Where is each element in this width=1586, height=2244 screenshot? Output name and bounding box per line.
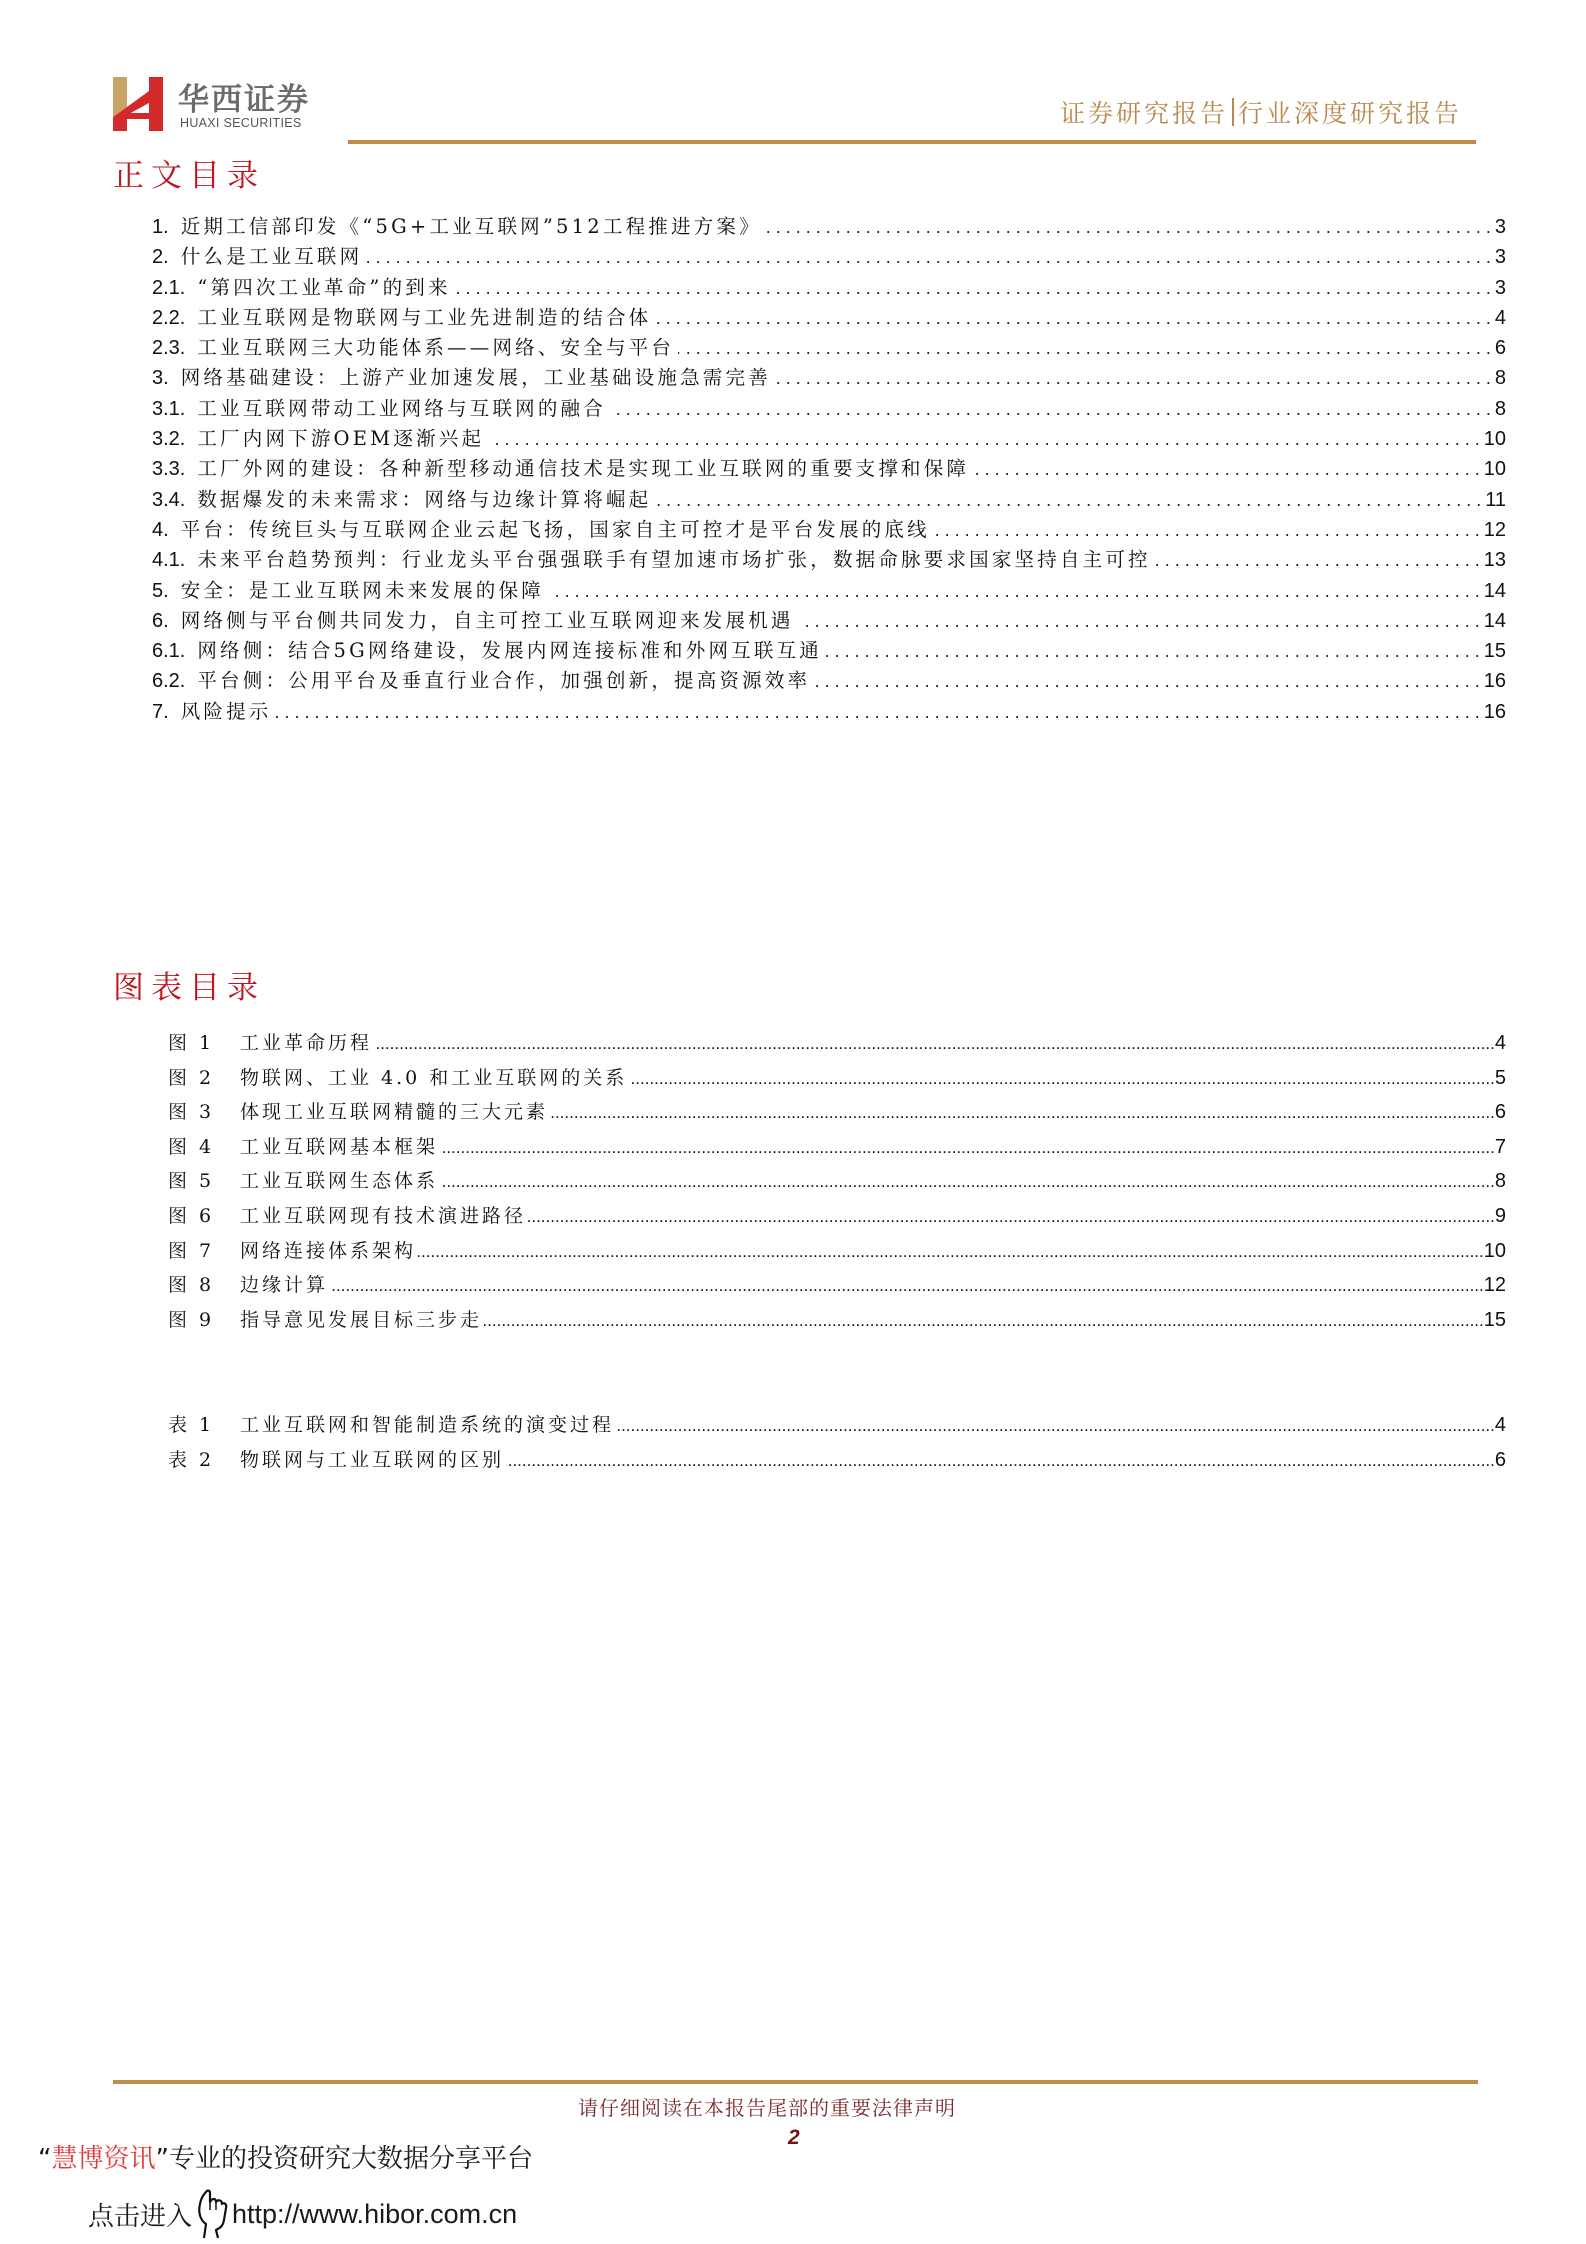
toc-entry-number: 4.1. [152,549,186,572]
quote-open: “ [38,2144,52,2174]
dot-leader [616,1408,1495,1444]
dot-leader [440,1130,1495,1166]
promo-tagline: 专业的投资研究大数据分享平台 [168,2144,533,2174]
toc-entry-number: 3. [152,367,169,390]
figure-page: 8 [1494,1170,1506,1193]
toc-entry[interactable] [152,697,1506,727]
toc-list [152,212,1506,727]
dot-leader [366,242,1491,272]
toc-entry[interactable] [152,636,1506,666]
toc-entry-page: 16 [1483,670,1506,693]
toc-entry-page: 14 [1483,579,1506,602]
figure-label: 图 1 [168,1032,215,1054]
figure-label: 图 3 [168,1101,215,1124]
toc-entry-title: 网络侧：结合5G网络建设，发展内网连接标准和外网互联互通 [197,639,822,663]
toc-entry-number: 3.1. [152,397,186,420]
toc-entry-page: 6 [1494,337,1506,360]
toc-entry-number: 2.3. [152,337,186,360]
dot-leader [973,454,1480,484]
dot-leader [374,1026,1495,1062]
toc-entry-number: 6.1. [152,640,186,663]
toc-title: 正文目录 [113,158,265,194]
toc-entry-title: 工业互联网带动工业网络与互联网的融合 [197,396,606,420]
figure-title: 网络连接体系架构 [240,1239,417,1262]
legal-notice: 请仔细阅读在本报告尾部的重要法律声明 [578,2096,956,2120]
toc-entry-page: 14 [1483,609,1506,632]
figure-title: 工业革命历程 [240,1032,373,1054]
brand-name-cn: 华西证券 [178,82,310,118]
toc-entry-page: 15 [1483,640,1506,663]
figure-title: 指导意见发展目标三步走 [240,1308,483,1331]
page-number: 2 [788,2126,800,2149]
toc-entry-page: 11 [1485,488,1506,511]
toc-entry-title: 工业互联网三大功能体系——网络、安全与平台 [197,336,675,360]
dot-leader [610,394,1491,424]
toc-entry[interactable] [152,424,1506,454]
toc-entry[interactable] [152,273,1506,303]
figure-entry[interactable] [168,1303,1506,1338]
figure-page: 6 [1494,1101,1506,1124]
dot-leader [528,1199,1495,1235]
toc-entry-number: 2.2. [152,306,186,329]
dot-leader [440,1164,1495,1200]
toc-entry[interactable] [152,303,1506,333]
table-title: 物联网与工业互联网的区别 [240,1448,505,1471]
report-type [1060,94,1462,130]
figure-page: 7 [1494,1135,1506,1158]
toc-entry-title: 未来平台趋势预判：行业龙头平台强强联手有望加速市场扩张，数据命脉要求国家坚持自主可控 [197,548,1151,572]
dot-leader [814,666,1479,696]
toc-entry[interactable] [152,606,1506,636]
table-list [168,1408,1506,1477]
dot-leader [484,1303,1484,1339]
toc-entry[interactable] [152,242,1506,272]
toc-entry-number: 2.1. [152,276,186,299]
toc-entry-page: 3 [1494,246,1506,269]
table-page: 4 [1494,1414,1506,1436]
figure-label: 图 5 [168,1170,215,1193]
toc-entry[interactable] [152,212,1506,242]
hibor-promo [38,2138,533,2175]
toc-entry-title: 安全：是工业互联网未来发展的保障 [180,578,544,602]
toc-entry[interactable] [152,363,1506,393]
toc-entry[interactable] [152,545,1506,575]
table-label: 表 2 [168,1448,215,1471]
figure-label: 图 9 [168,1308,215,1331]
dot-leader [455,273,1491,303]
dot-leader [418,1234,1484,1270]
dot-leader [548,576,1480,606]
toc-entry-title: 工业互联网是物联网与工业先进制造的结合体 [197,305,652,329]
figure-entry[interactable] [168,1130,1506,1165]
dot-leader [678,333,1491,363]
dot-leader [766,212,1491,242]
toc-entry-number: 3.3. [152,458,186,481]
toc-entry-number: 5. [152,579,169,602]
toc-entry-page: 10 [1483,428,1506,451]
toc-entry-title: 平台侧：公用平台及垂直行业合作，加强创新，提高资源效率 [197,669,811,693]
dot-leader [826,636,1480,666]
figure-title: 工业互联网现有技术演进路径 [240,1204,527,1227]
figure-entry[interactable] [168,1234,1506,1269]
figure-title: 边缘计算 [240,1274,329,1297]
dot-leader [276,697,1480,727]
figure-title: 工业互联网生态体系 [240,1170,439,1193]
toc-entry-number: 6. [152,609,169,632]
footer-divider [113,2080,1478,2084]
dot-leader [934,515,1480,545]
toc-entry[interactable] [152,394,1506,424]
toc-entry-title: 数据爆发的未来需求：网络与边缘计算将崛起 [197,487,652,511]
toc-entry-title: 工厂内网下游OEM逐渐兴起 [197,427,485,451]
toc-entry-title: 什么是工业互联网 [180,245,363,269]
toc-entry-title: 工厂外网的建设：各种新型移动通信技术是实现工业互联网的重要支撑和保障 [197,457,970,481]
figure-entry[interactable] [168,1199,1506,1234]
toc-entry-title: 风险提示 [180,699,272,723]
promo-cta: 点击进入 [88,2201,193,2232]
dot-leader [655,485,1481,515]
toc-entry-page: 10 [1483,458,1506,481]
toc-entry-number: 7. [152,700,169,723]
toc-entry-page: 8 [1494,367,1506,390]
promo-brand: 慧博资讯 [51,2144,156,2174]
figure-label: 图 8 [168,1274,215,1297]
pointing-hand-icon [194,2188,228,2240]
toc-entry-title: 近期工信部印发《“5G+工业互联网”512工程推进方案》 [180,215,762,238]
dot-leader [655,303,1491,333]
toc-entry-page: 3 [1494,216,1506,238]
figure-entry[interactable] [168,1268,1506,1303]
figure-page: 15 [1483,1308,1506,1331]
toc-entry-title: “第四次工业革命”的到来 [197,275,451,299]
header-divider [348,140,1476,144]
toc-entry-title: 网络基础建设：上游产业加速发展，工业基础设施急需完善 [180,366,771,390]
huaxi-logo-icon [113,77,163,131]
toc-entry-number: 2. [152,246,169,269]
figure-label: 图 6 [168,1204,215,1227]
figure-entry[interactable] [168,1095,1506,1130]
toc-entry-number: 6.2. [152,670,186,693]
figure-label: 图 2 [168,1066,215,1089]
figure-page: 12 [1483,1274,1506,1297]
figure-title: 体现工业互联网精髓的三大元素 [240,1101,549,1124]
toc-entry[interactable] [152,485,1506,515]
dot-leader [330,1268,1484,1304]
figure-entry[interactable] [168,1061,1506,1096]
figure-label: 图 7 [168,1239,215,1262]
figure-label: 图 4 [168,1135,215,1158]
toc-entry-number: 1. [152,216,169,238]
figure-title: 物联网、工业 4.0 和工业互联网的关系 [240,1066,628,1089]
figure-page: 4 [1494,1032,1506,1054]
toc-entry-number: 3.4. [152,488,186,511]
toc-entry-title: 平台：传统巨头与互联网企业云起飞扬，国家自主可控才是平台发展的底线 [180,517,930,541]
dot-leader [488,424,1480,454]
figure-title: 工业互联网基本框架 [240,1135,439,1158]
toc-entry[interactable] [152,515,1506,545]
figure-list [168,1026,1506,1337]
toc-entry[interactable] [152,666,1506,696]
quote-close: ” [155,2144,169,2174]
hibor-url-link[interactable]: http://www.hibor.com.cn [232,2198,518,2229]
divider [1232,98,1234,126]
table-entry[interactable] [168,1443,1506,1478]
toc-entry-number: 3.2. [152,428,186,451]
table-entry[interactable] [168,1408,1506,1443]
table-label: 表 1 [168,1414,215,1436]
figure-page: 10 [1483,1239,1506,1262]
dot-leader [1155,545,1480,575]
dot-leader [550,1095,1495,1131]
toc-entry-page: 3 [1494,276,1506,299]
toc-entry-page: 8 [1494,397,1506,420]
toc-entry-page: 4 [1494,306,1506,329]
toc-entry-number: 4. [152,518,169,541]
figure-entry[interactable] [168,1164,1506,1199]
figure-entry[interactable] [168,1026,1506,1061]
toc-entry[interactable] [152,333,1506,363]
dot-leader [506,1443,1495,1479]
toc-entry-page: 16 [1483,700,1506,723]
table-title: 工业互联网和智能制造系统的演变过程 [240,1414,615,1436]
toc-entry-page: 13 [1483,549,1506,572]
toc-entry[interactable] [152,576,1506,606]
toc-entry-page: 12 [1483,518,1506,541]
report-type-right: 行业深度研究报告 [1238,99,1463,128]
toc-entry-title: 网络侧与平台侧共同发力，自主可控工业互联网迎来发展机遇 [180,608,794,632]
toc-entry[interactable] [152,454,1506,484]
charts-toc-title: 图表目录 [113,970,265,1006]
report-type-left: 证券研究报告 [1060,99,1229,128]
table-page: 6 [1494,1448,1506,1471]
dot-leader [629,1061,1495,1097]
figure-page: 5 [1494,1066,1506,1089]
hibor-link-row [88,2188,517,2240]
brand-name-en: HUAXI SECURITIES [180,116,302,130]
dot-leader [798,606,1480,636]
figure-page: 9 [1494,1204,1506,1227]
dot-leader [775,363,1491,393]
